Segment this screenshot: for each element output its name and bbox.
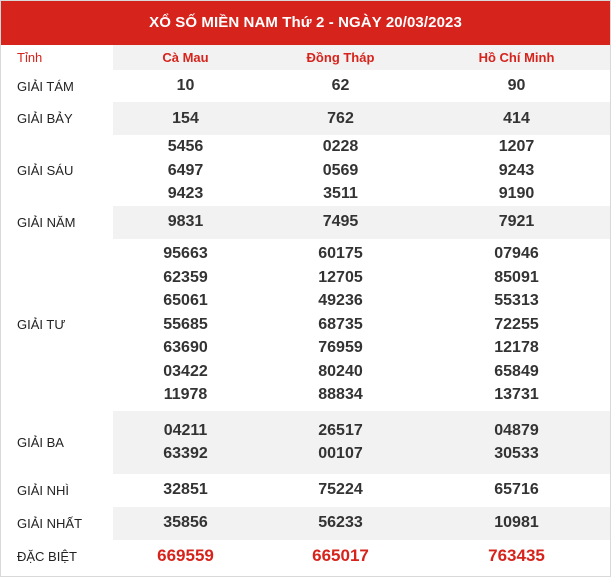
prize-number: 0569	[322, 161, 359, 179]
results-title: XỔ SỐ MIỀN NAM Thứ 2 - NGÀY 20/03/2023	[1, 1, 610, 45]
prize-number: 7921	[498, 213, 535, 231]
prize-label: GIẢI BA	[17, 434, 64, 450]
prize-number: 65716	[494, 481, 539, 499]
prize-cell	[423, 102, 610, 135]
province-name[interactable]: Đồng Tháp	[258, 45, 423, 70]
prize-cell	[113, 206, 258, 239]
prize-cell	[423, 540, 610, 573]
prize-number: 35856	[163, 514, 208, 532]
prize-label: GIẢI TƯ	[17, 317, 66, 332]
prize-row	[1, 474, 610, 507]
prize-row	[1, 206, 610, 239]
prize-cell	[423, 507, 610, 540]
prize-cell	[258, 102, 423, 135]
prize-number: 12178	[494, 339, 539, 357]
prize-row	[1, 239, 610, 411]
prize-label: ĐẶC BIỆT	[17, 548, 77, 564]
prize-number: 04211	[163, 421, 208, 439]
prize-cell	[258, 540, 423, 573]
prize-number: 90	[507, 77, 526, 95]
prize-cell	[258, 206, 423, 239]
prize-cell	[258, 474, 423, 507]
prize-number: 03422	[163, 362, 208, 380]
prize-cell	[258, 70, 423, 102]
prize-number: 763435	[488, 546, 545, 566]
prize-cell	[423, 70, 610, 102]
prize-cell	[113, 102, 258, 135]
prize-label: GIẢI BẢY	[17, 111, 73, 126]
prize-number: 72255	[494, 315, 539, 333]
prize-cell	[423, 135, 610, 206]
prize-cell	[113, 411, 258, 474]
prize-number: 49236	[318, 292, 363, 310]
prize-number: 0228	[322, 138, 359, 155]
prize-number: 5456	[167, 138, 204, 155]
prize-cell	[423, 206, 610, 239]
prize-cell	[258, 507, 423, 540]
prize-cell	[113, 70, 258, 102]
prize-number: 07946	[494, 245, 539, 263]
prize-label: GIẢI TÁM	[17, 78, 74, 94]
prize-number: 30533	[494, 445, 539, 462]
prize-number: 9243	[498, 161, 535, 179]
prize-label: GIẢI NĂM	[17, 214, 76, 230]
prize-number: 26517	[318, 421, 363, 439]
province-name[interactable]: Cà Mau	[113, 45, 258, 70]
prize-number: 76959	[318, 339, 363, 357]
prize-number: 12705	[318, 268, 363, 286]
prize-number: 62	[331, 77, 350, 95]
prize-cell	[113, 507, 258, 540]
prize-number: 00107	[318, 445, 363, 462]
prize-number: 10	[176, 77, 195, 95]
prize-row	[1, 540, 610, 573]
prize-cell	[423, 239, 610, 411]
prize-cell	[113, 135, 258, 206]
prize-number: 68735	[318, 315, 363, 333]
prize-number: 3511	[323, 185, 358, 202]
prize-number: 63690	[163, 339, 208, 357]
prize-number: 9423	[167, 185, 204, 202]
prize-number: 63392	[163, 445, 208, 462]
prize-number: 55685	[163, 315, 208, 333]
prize-number: 414	[503, 109, 530, 127]
prize-cell	[258, 411, 423, 474]
prize-number: 88834	[318, 386, 363, 404]
prize-number: 9831	[167, 213, 204, 231]
prize-number: 75224	[318, 481, 363, 499]
prize-row	[1, 411, 610, 474]
province-name[interactable]: Hồ Chí Minh	[423, 45, 610, 70]
prize-number: 04879	[494, 421, 539, 439]
prize-number: 65849	[494, 362, 539, 380]
province-label: Tỉnh	[17, 50, 43, 65]
prize-number: 85091	[494, 268, 539, 286]
prize-number: 13731	[494, 386, 539, 404]
results-table	[1, 45, 610, 573]
prize-number: 669559	[157, 546, 214, 566]
prize-number: 762	[327, 109, 354, 127]
prize-number: 9190	[498, 185, 535, 202]
prize-cell	[113, 474, 258, 507]
prize-number: 10981	[494, 514, 539, 532]
prize-number: 55313	[494, 292, 539, 310]
province-header-row	[1, 45, 610, 70]
prize-cell	[423, 411, 610, 474]
prize-number: 7495	[322, 213, 359, 231]
prize-number: 56233	[318, 514, 363, 532]
prize-cell	[258, 135, 423, 206]
prize-number: 1207	[498, 138, 535, 155]
prize-number: 665017	[312, 546, 369, 566]
prize-cell	[113, 540, 258, 573]
prize-number: 60175	[318, 245, 363, 263]
prize-number: 6497	[167, 161, 204, 179]
prize-number: 154	[172, 109, 199, 127]
prize-cell	[258, 239, 423, 411]
prize-number: 80240	[318, 362, 363, 380]
prize-number: 62359	[163, 268, 208, 286]
prize-number: 11978	[163, 386, 208, 404]
prize-label: GIẢI NHẤT	[17, 515, 83, 531]
prize-label: GIẢI NHÌ	[17, 482, 70, 498]
prize-row	[1, 102, 610, 135]
prize-number: 65061	[163, 292, 208, 310]
prize-number: 32851	[163, 481, 208, 499]
prize-cell	[423, 474, 610, 507]
prize-number: 95663	[163, 245, 208, 263]
prize-cell	[113, 239, 258, 411]
prize-label: GIẢI SÁU	[17, 162, 74, 178]
prize-row	[1, 507, 610, 540]
prize-row	[1, 135, 610, 206]
prize-row	[1, 70, 610, 102]
